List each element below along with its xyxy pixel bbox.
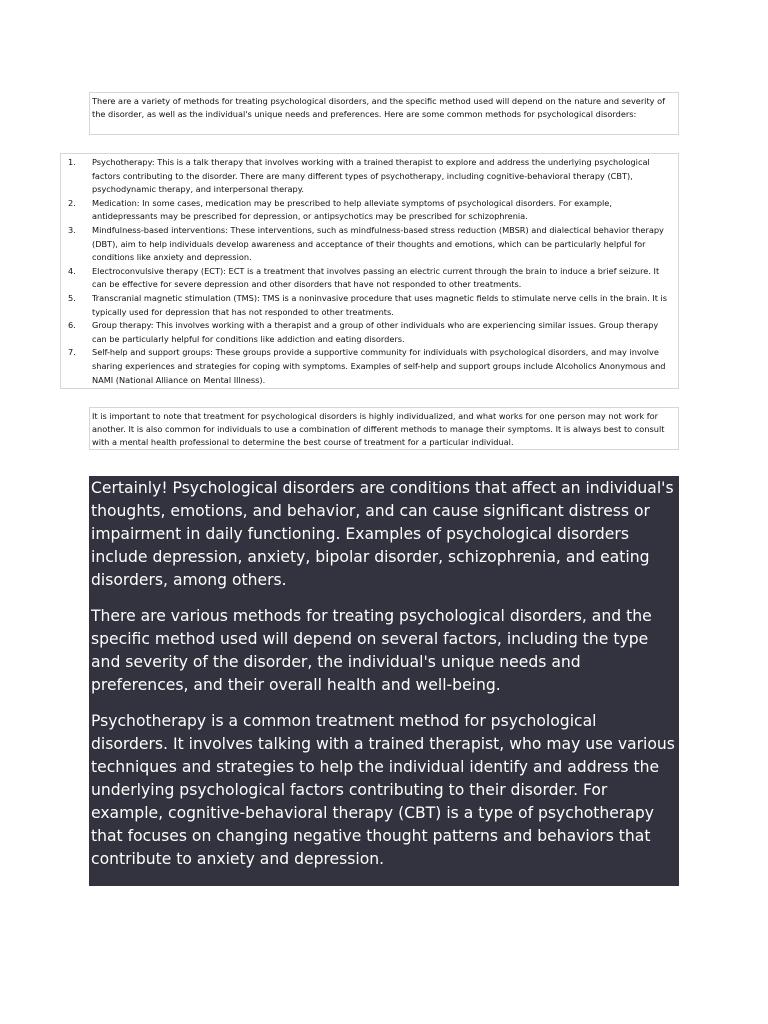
intro-text-box [89, 92, 679, 135]
list-item [61, 319, 674, 346]
response-paragraph: Psychotherapy is a common treatment method for psychological disorders. It involves talking with a trained therapist, who may use various techniques and strategies to help the individual identify and address the underlying psychological factors contributing to their disorder. For example, cognitive-behavioral therapy (CBT) is a type of psychotherapy that focuses on changing negative thought patterns and behaviors that contribute to anxiety and depression. [91, 712, 675, 868]
list-item [61, 156, 674, 197]
list-item-text: Group therapy: This involves working with a therapist and a group of other individuals who are experiencing similar issues. Group therapy can be particularly helpful for conditions like addiction and eating disorders. [92, 320, 659, 344]
list-item [61, 197, 674, 224]
list-item-number: 4. [68, 265, 76, 276]
list-item-text: Self-help and support groups: These groups provide a supportive community for individuals with psychological disorders, and may involve sharing experiences and strategies for coping with symptoms. Examples of self-help and support groups include Alcoholics Anonymous and NAMI (National Alliance on Mental Illness). [92, 347, 666, 385]
note-paragraph: It is important to note that treatment for psychological disorders is highly individualized, and what works for one person may not work for another. It is also common for individuals to use a combination of different methods to manage their symptoms. It is always best to consult with a mental health professional to determine the best course of treatment for a particular individual. [92, 411, 665, 447]
list-item-number: 2. [68, 197, 76, 208]
list-item [61, 224, 674, 265]
list-item-text: Mindfulness-based interventions: These interventions, such as mindfulness-based stress reduction (MBSR) and dialectical behavior therapy (DBT), aim to help individuals develop awareness and acceptance of their thoughts and emotions, which can be particularly helpful for conditions like anxiety and depression. [92, 224, 664, 263]
list-item [61, 292, 674, 319]
list-item-number: 1. [68, 157, 76, 167]
list-item-number: 7. [68, 347, 76, 358]
response-paragraph: Certainly! Psychological disorders are conditions that affect an individual's thoughts, emotions, and behavior, and can cause significant distress or impairment in daily functioning. Examples of psychological disorders include depression, anxiety, bipolar disorder, schizophrenia, and eating disorders, among others. [91, 479, 674, 589]
list-item-text: Medication: In some cases, medication may be prescribed to help alleviate symptoms of psychological disorders. For example, antidepressants may be prescribed for depression, or antipsychotics may be prescribed for schizophrenia. [92, 197, 612, 222]
treatment-methods-list [61, 156, 674, 387]
list-item-number: 6. [68, 320, 76, 331]
intro-paragraph: There are a variety of methods for treating psychological disorders, and the specific method used will depend on the nature and severity of the disorder, as well as the individual's unique needs and preferences. Here are some common methods for psychological disorders: [92, 96, 666, 119]
list-item-number: 5. [68, 292, 76, 303]
response-dark-panel [89, 476, 679, 886]
list-item [61, 346, 674, 387]
list-item-number: 3. [68, 224, 76, 235]
list-item-text: Electroconvulsive therapy (ECT): ECT is a treatment that involves passing an electric current through the brain to induce a brief seizure. It can be effective for severe depression and other disorders that have not responded to other treatments. [92, 265, 660, 290]
treatment-methods-list-box [60, 153, 679, 389]
list-item [61, 265, 674, 292]
note-text-box [89, 407, 679, 450]
list-item-text: Transcranial magnetic stimulation (TMS): TMS is a noninvasive procedure that uses magnetic fields to stimulate nerve cells in the brain. It is typically used for depression that has not responded to other treatments. [92, 292, 668, 317]
response-paragraph: There are various methods for treating psychological disorders, and the specific method used will depend on several factors, including the type and severity of the disorder, the individual's unique needs and preferences, and their overall health and well-being. [91, 607, 652, 694]
list-item-text: Psychotherapy: This is a talk therapy that involves working with a trained therapist to explore and address the underlying psychological factors contributing to the disorder. There are many different types of psychotherapy, including cognitive-behavioral therapy (CBT), psychodynamic therapy, and interpersonal therapy. [92, 157, 650, 195]
